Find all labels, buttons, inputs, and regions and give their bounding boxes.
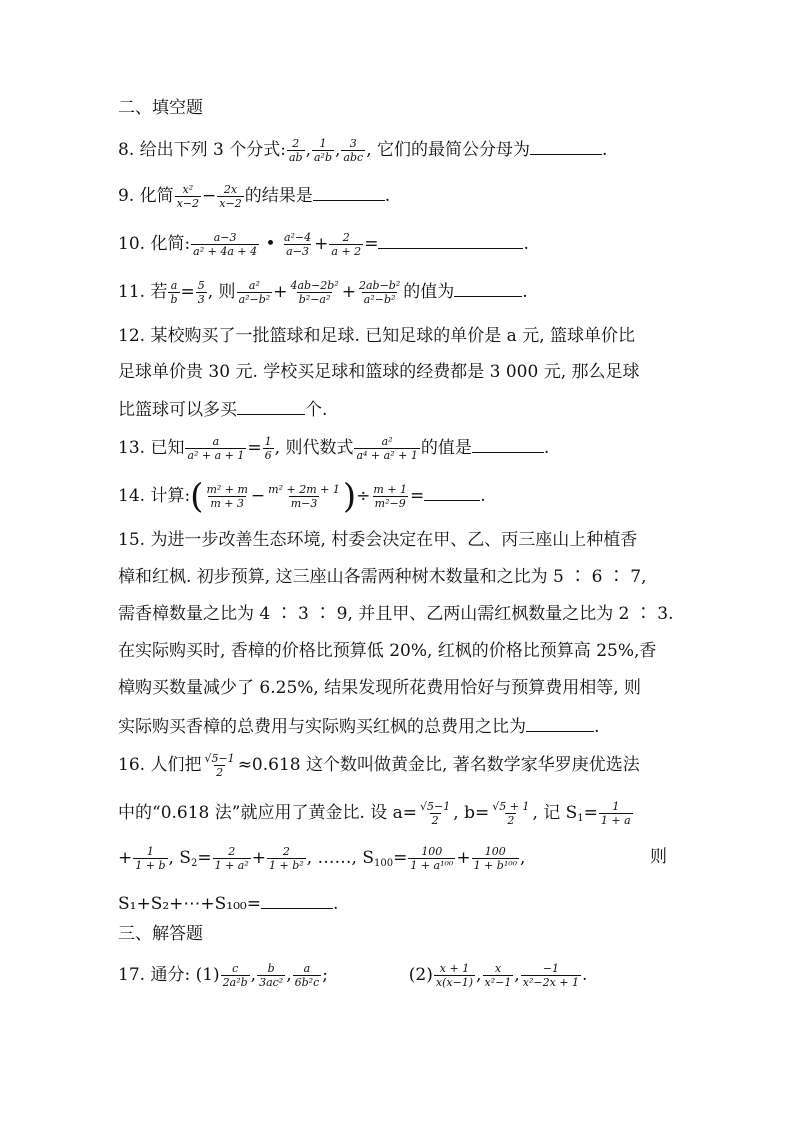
question-15-line-4: 在实际购买时, 香樟的价格比预算低 20%, 红枫的价格比预算高 25%,香 bbox=[118, 641, 657, 661]
section-heading-fill-blank: 二、填空题 bbox=[118, 98, 203, 118]
question-12-line-1: 12. 某校购买了一批篮球和足球. 已知足球的单价是 a 元, 篮球单价比 bbox=[118, 326, 635, 346]
answer-blank[interactable] bbox=[424, 482, 480, 501]
answer-blank[interactable] bbox=[526, 713, 594, 732]
answer-blank[interactable] bbox=[378, 230, 523, 249]
question-14: 14. 计算:( $\frac{\text{m² + m}}{m + 3}$ − $\frac{\text{m² + 2m + 1}}{m-3}$ )÷ $\frac{m + 1}{\text{m²−9}}$ = . bbox=[118, 476, 486, 517]
question-15-line-2: 樟和红枫. 初步预算, 这三座山各需两种树木数量和之比为 5 ∶ 6 ∶ 7, bbox=[118, 567, 647, 587]
question-12-line-2: 足球单价贵 30 元. 学校买足球和篮球的经费都是 3 000 元, 那么足球 bbox=[118, 362, 640, 382]
section-heading-solve: 三、解答题 bbox=[118, 924, 203, 944]
question-9: 9. 化简 $\frac{\text{x²}}{x-2}$ − $\frac{2x}{x-2}$ 的结果是 . bbox=[118, 183, 391, 210]
answer-blank[interactable] bbox=[454, 278, 522, 297]
question-13: 13. 已知 $\frac{a}{\text{a² + a + 1}}$ = $\frac{1}{6}$ , 则代数式 $\frac{\text{a²}}{\text{a⁴ + a² + 1}}$ 的值是 . bbox=[118, 435, 550, 462]
question-16-line-2: 中的“0.618 法”就应用了黄金比. 设 a= $\frac{√5-1}{2}$ , b= $\frac{√5 + 1}{2}$ , 记 $S_1=$ $\frac{1}{1 + a}$ bbox=[118, 800, 631, 827]
question-8: 8. 给出下列 3 个分式: $\frac{2}{ab}$ , $\frac{1}{\text{a²b}}$ , $\frac{3}{\text{abc}}$ , 它们的最简公分母为 . bbox=[118, 137, 608, 164]
question-15-line-5: 樟购买数量减少了 6.25%, 结果发现所花费用恰好与预算费用相等, 则 bbox=[118, 678, 642, 698]
answer-blank[interactable] bbox=[530, 136, 602, 155]
answer-blank[interactable] bbox=[472, 434, 544, 453]
question-16-line-1: 16. 人们把 $\frac{√5-1}{2}$ ≈0.618 这个数叫做黄金比, 著名数学家华罗庚优选法 bbox=[118, 752, 640, 779]
answer-blank[interactable] bbox=[313, 182, 385, 201]
question-15-line-3: 需香樟数量之比为 4 ∶ 3 ∶ 9, 并且甲、乙两山需红枫数量之比为 2 ∶ 3. bbox=[118, 604, 674, 624]
answer-blank[interactable] bbox=[237, 396, 305, 415]
question-17: 17. 通分: (1) $\frac{c}{\text{2a²b}}$ , $\frac{b}{\text{3ac²}}$ , $\frac{a}{\text{6b²c}}$ ; (2) $\frac{x + 1}{x(x-1)}$ , $\frac{x}{\text{x²−1}}$ , $\frac{-1}{\text{x²−2x + 1}}$ . bbox=[118, 962, 588, 989]
question-15-line-1: 15. 为进一步改善生态环境, 村委会决定在甲、乙、丙三座山上种植香 bbox=[118, 530, 638, 550]
question-15-line-6: 实际购买香樟的总费用与实际购买红枫的总费用之比为 . bbox=[118, 713, 678, 739]
answer-blank[interactable] bbox=[261, 890, 333, 909]
question-11: 11. 若 $\frac{a}{b}$ = $\frac{5}{3}$ , 则 $\frac{\text{a²}}{\text{a²−b²}}$ + $\frac{\text{4ab−2b²}}{\text{b²−a²}}$ + $\frac{\text{2ab−b²}}{\text{a²−b²}}$ 的值为 . bbox=[118, 279, 528, 306]
question-16-line-3: + $\frac{1}{1 + b}$ , $S_2=$ $\frac{2}{\text{1 + a²}}$ + $\frac{2}{\text{1 + b²}}$ , ……, $S_{100}=$ $\frac{100}{\text{1 + a¹⁰⁰}}$ + $\frac{100}{\text{1 + b¹⁰⁰}}$ , 则 bbox=[118, 845, 667, 872]
question-10: 10. 化简: $\frac{a-3}{\text{a² + 4a + 4}}$ • $\frac{\text{a²−4}}{a-3}$ + $\frac{2}{a + 2}$ = . bbox=[118, 231, 529, 258]
question-12-line-3: 比篮球可以多买 个. bbox=[118, 396, 678, 422]
question-16-line-4: S₁+S₂+⋯+S₁₀₀= . bbox=[118, 890, 678, 916]
